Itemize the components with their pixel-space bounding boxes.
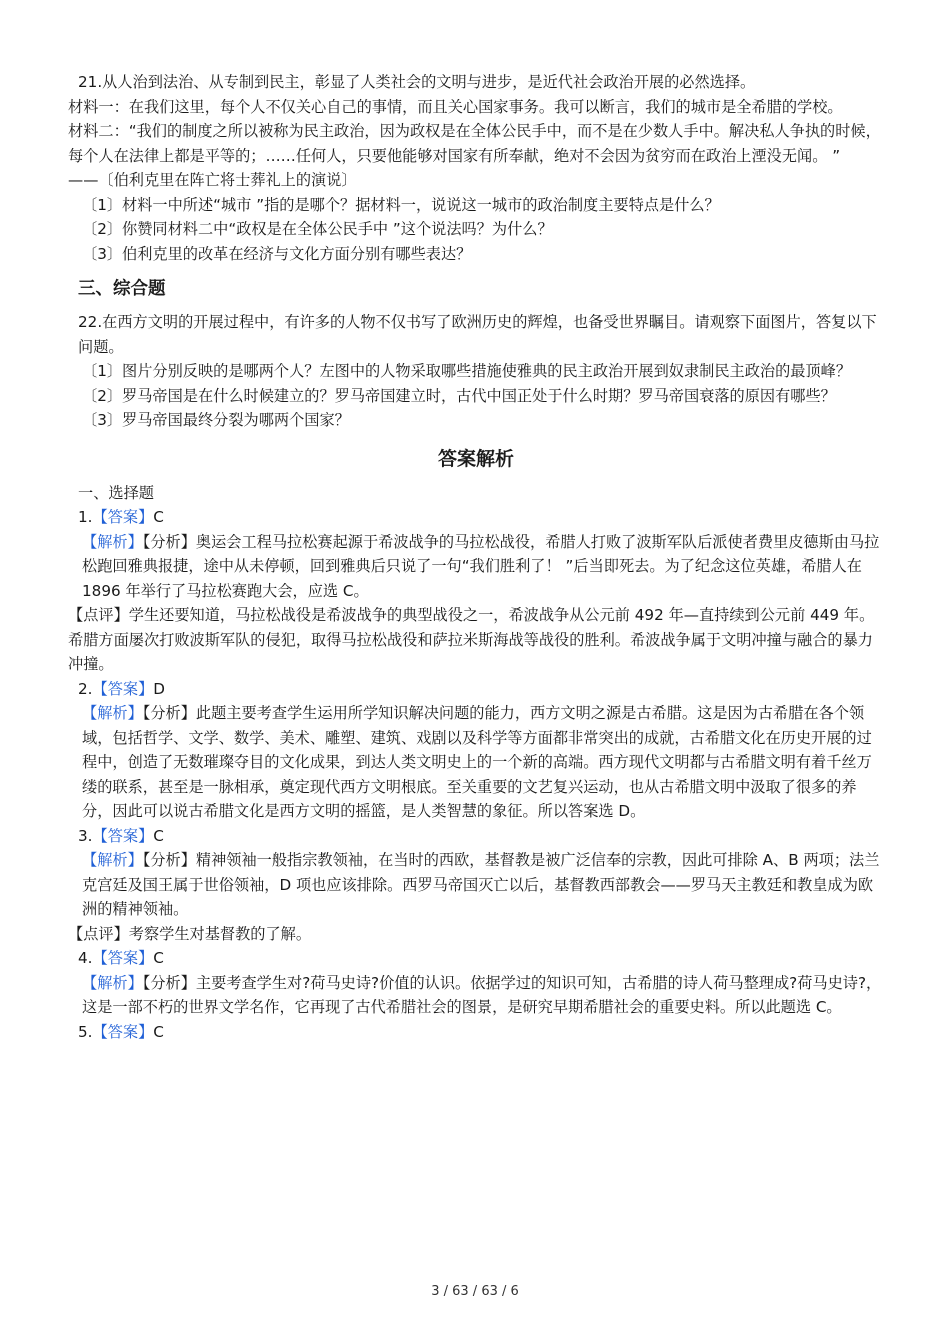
answer-1 xyxy=(68,505,884,530)
answer-3-analysis xyxy=(68,848,884,922)
analysis-tag: 【解析】 xyxy=(82,973,143,992)
answers-title: 答案解析 xyxy=(437,447,514,470)
q22-sub-3: 〔3〕罗马帝国最终分裂为哪两个国家？ xyxy=(82,411,350,429)
q21-material-2: 材料二：“我们的制度之所以被称为民主政治，因为政权是在全体公民手中，而不是在少数人手中。解决私人争执的时候，每个人在法律上都是平等的；……任何人，只要他能够对国家有所奉献，绝对不会因为贫穷而在政治上湮没无闻。 ” xyxy=(68,122,881,165)
answer-1-analysis xyxy=(68,530,884,604)
answer-2-number: 2. xyxy=(78,679,93,698)
answers-section-1: 一、选择题 xyxy=(78,483,154,502)
answer-tag: 【答案】 xyxy=(92,826,154,845)
answer-4 xyxy=(68,946,884,971)
answer-2 xyxy=(68,677,884,702)
answer-4-value: C xyxy=(153,949,164,967)
answer-3 xyxy=(68,824,884,849)
answer-3-number: 3. xyxy=(78,826,93,845)
answer-1-number: 1. xyxy=(78,508,93,526)
q22-stem: 22.在西方文明的开展过程中，有许多的人物不仅书写了欧洲历史的辉煌，也备受世界瞩目。请观察下面图片，答复以下问题。 xyxy=(78,313,877,356)
answer-4-analysis-text: 【分析】主要考查学生对?荷马史诗?价值的认识。依据学过的知识可知，古希腊的诗人荷马整理成?荷马史诗?，这是一部不朽的世界文学名作，它再现了古代希腊社会的图景，是研究早期希腊社会的重要史料。所以此题选 C。 xyxy=(82,973,882,1016)
answer-1-comment: 【点评】学生还要知道，马拉松战役是希波战争的典型战役之一，希波战争从公元前 492 年—直持续到公元前 449 年。希腊方面屡次打败波斯军队的侵犯，取得马拉松战役和萨拉米斯海战等战役的胜利。希波战争属于文明冲撞与融合的暴力冲撞。 xyxy=(68,606,875,673)
answer-3-comment: 【点评】考察学生对基督教的了解。 xyxy=(68,924,311,943)
document-page xyxy=(68,70,884,1044)
page-footer: 3 / 63 / 63 / 6 xyxy=(431,1284,519,1299)
q22-sub-2: 〔2〕罗马帝国是在什么时候建立的？罗马帝国建立时，古代中国正处于什么时期？罗马帝国衰落的原因有哪些？ xyxy=(82,386,836,405)
answer-tag: 【答案】 xyxy=(92,1022,154,1041)
answer-5 xyxy=(68,1020,884,1045)
q21-material-1: 材料一：在我们这里，每个人不仅关心自己的事情，而且关心国家事务。我可以断言，我们的城市是全希腊的学校。 xyxy=(68,97,843,116)
answer-tag: 【答案】 xyxy=(92,679,154,698)
answer-tag: 【答案】 xyxy=(92,949,154,967)
answer-4-analysis xyxy=(68,971,884,1020)
q21-sub-3: 〔3〕伯利克里的改革在经济与文化方面分别有哪些表达？ xyxy=(82,244,472,263)
answer-1-value: C xyxy=(153,508,164,526)
answer-4-number: 4. xyxy=(78,949,93,967)
q21-sub-1: 〔1〕材料一中所述“城市 ”指的是哪个？据材料一，说说这一城市的政治制度主要特点是什么？ xyxy=(82,195,720,214)
answer-5-number: 5. xyxy=(78,1022,93,1041)
answer-3-analysis-text: 【分析】精神领袖一般指宗教领袖，在当时的西欧，基督教是被广泛信奉的宗教，因此可排除 A、B 两项；法兰克宫廷及国王属于世俗领袖，D 项也应该排除。西罗马帝国灭亡以后，基督教西部教会——罗马天主教廷和教皇成为欧洲的精神领袖。 xyxy=(82,851,880,918)
analysis-tag: 【解析】 xyxy=(82,851,143,869)
analysis-tag: 【解析】 xyxy=(82,704,143,722)
answer-5-value: C xyxy=(153,1022,164,1041)
q21-stem: 21.从人治到法治、从专制到民主，彰显了人类社会的文明与进步，是近代社会政治开展的必然选择。 xyxy=(78,73,756,91)
answer-2-analysis-text: 【分析】此题主要考查学生运用所学知识解决问题的能力，西方文明之源是古希腊。这是因为古希腊在各个领域，包括哲学、文学、数学、美术、雕塑、建筑、戏剧以及科学等方面都非常突出的成就，古希腊文化在历史开展的过程中，创造了无数璀璨夺目的文化成果，到达人类文明史上的一个新的高端。西方现代文明都与古希腊文明有着千丝万缕的联系，甚至是一脉相承，奠定现代西方文明根底。至关重要的文艺复兴运动，也从古希腊文明中汲取了很多的养分，因此可以说古希腊文化是西方文明的摇篮，是人类智慧的象征。所以答案选 D。 xyxy=(82,704,872,820)
answer-2-analysis xyxy=(68,701,884,824)
q21-source: ——〔伯利克里在阵亡将士葬礼上的演说〕 xyxy=(68,171,357,189)
answer-1-analysis-text: 【分析】奥运会工程马拉松赛起源于希波战争的马拉松战役，希腊人打败了波斯军队后派使者费里皮德斯由马拉松跑回雅典报捷，途中从未停顿，回到雅典后只说了一句“我们胜利了！ ”后当即死去。为了纪念这位英雄，希腊人在 1896 年举行了马拉松赛跑大会，应选 C。 xyxy=(82,532,880,600)
answer-2-value: D xyxy=(153,679,165,698)
q22-sub-1: 〔1〕图片分别反映的是哪两个人？左图中的人物采取哪些措施使雅典的民主政治开展到奴隶制民主政治的最顶峰？ xyxy=(82,362,852,380)
q21-sub-2: 〔2〕你赞同材料二中“政权是在全体公民手中 ”这个说法吗？为什么？ xyxy=(82,220,553,238)
answer-3-value: C xyxy=(153,826,164,845)
analysis-tag: 【解析】 xyxy=(82,532,143,551)
answer-tag: 【答案】 xyxy=(92,508,154,526)
section-heading-3: 三、综合题 xyxy=(78,279,166,299)
